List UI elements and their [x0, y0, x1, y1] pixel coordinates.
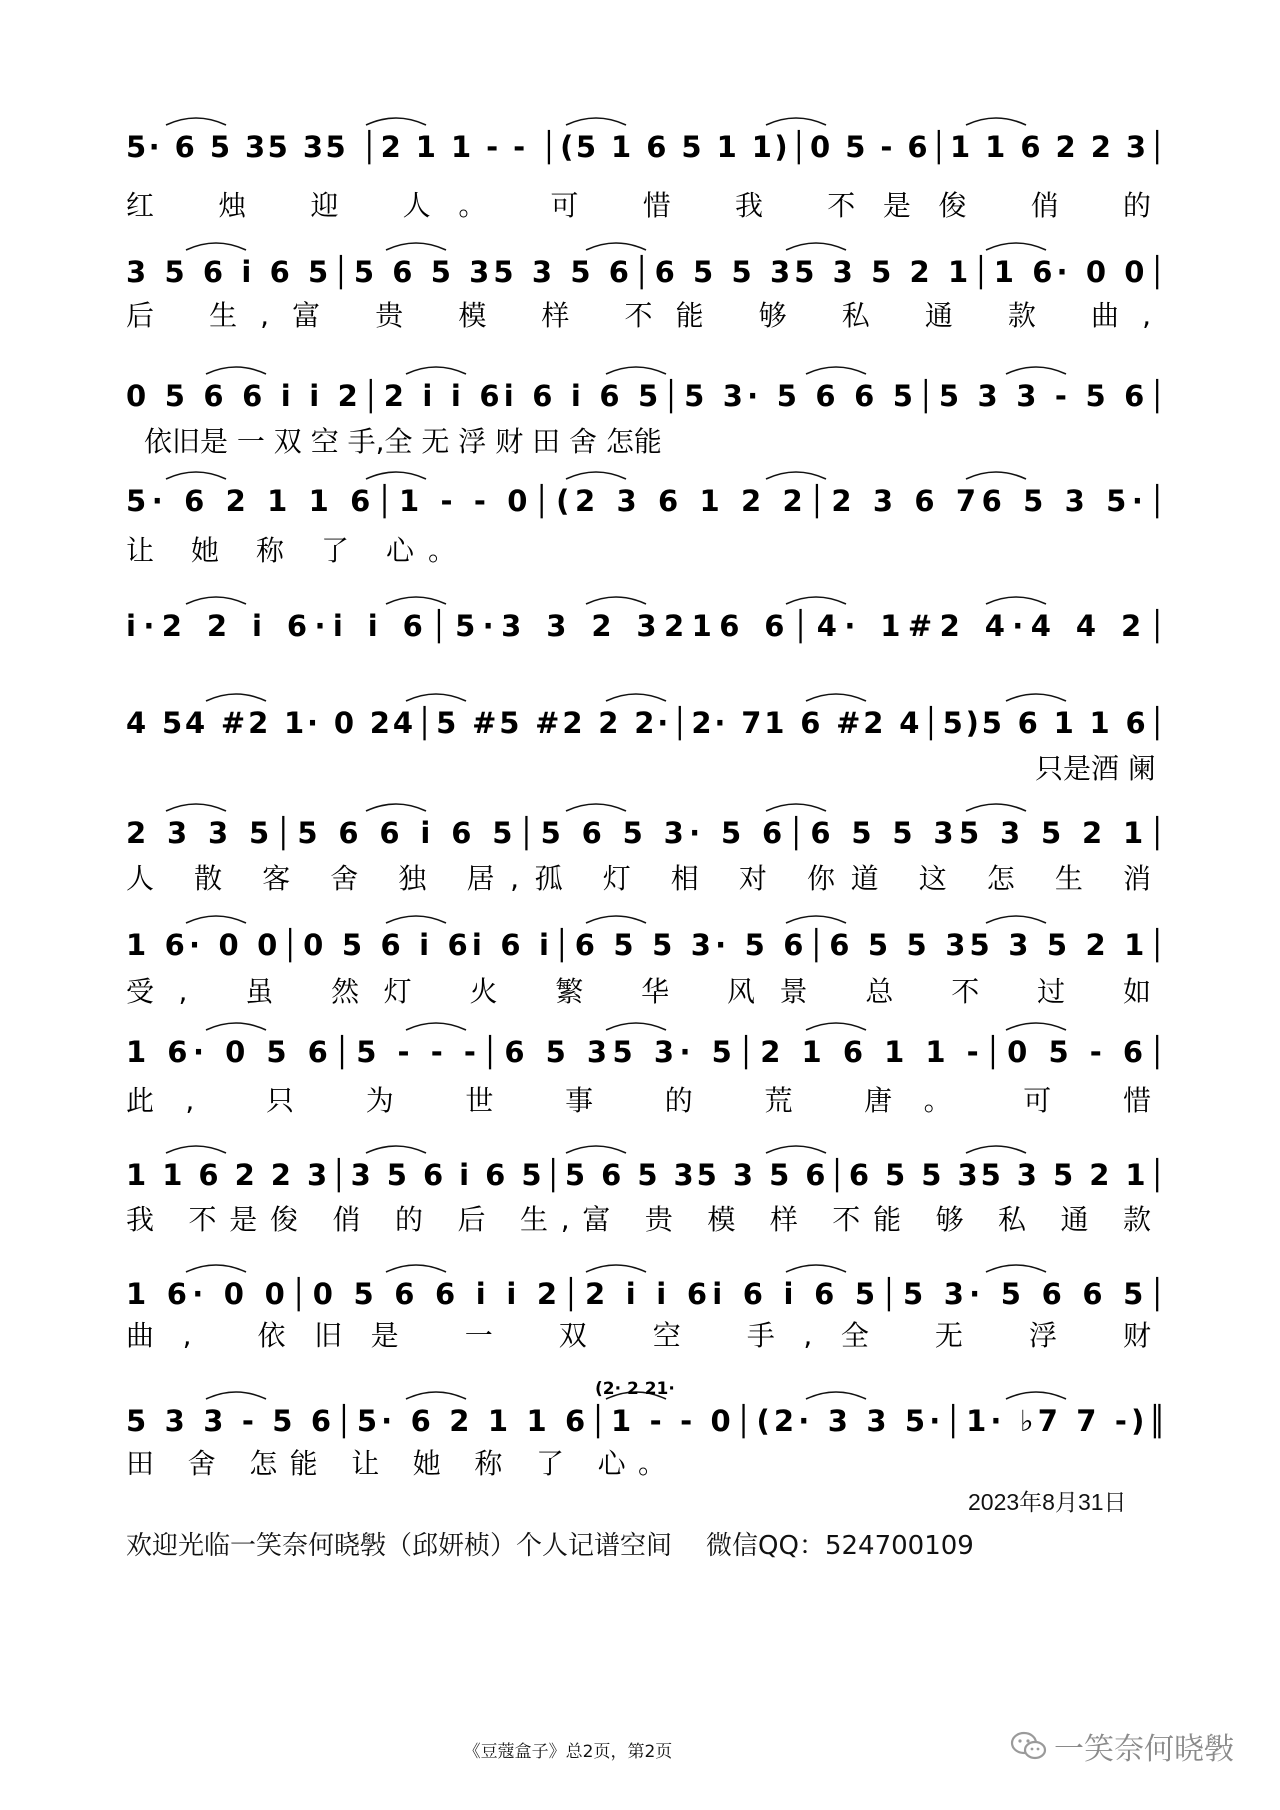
welcome-line: [126, 1525, 974, 1562]
lyrics-line: 只是酒 阑: [1035, 752, 1156, 785]
slur: [806, 1392, 866, 1399]
lyrics-line: 人 散 客 舍 独 居,孤 灯 相 对 你道 这 怎 生 消: [126, 862, 1151, 895]
slur: [606, 367, 666, 374]
slur: [406, 694, 466, 701]
slur-marks: [166, 472, 1026, 479]
slur-marks: [186, 916, 1046, 923]
slur: [966, 118, 1026, 125]
slur: [186, 916, 246, 923]
slur-marks: [166, 1146, 1026, 1153]
notation-line: 1 1 6 2 2 3│3 5 6 i 6 5│5 6 5 35 3 5 6│6 5 5 35 3 5 2 1│: [126, 1158, 1166, 1192]
slur: [166, 118, 226, 125]
slur: [566, 472, 626, 479]
slur-marks: [206, 694, 1066, 701]
slur: [986, 597, 1046, 604]
slur-marks: [186, 597, 1046, 604]
notation-line: 0 5 6 6 i i 2│2 i i 6i 6 i 6 5│5 3· 5 6 6 5│5 3 3 - 5 6│: [126, 379, 1166, 413]
slur: [566, 118, 626, 125]
slur: [606, 1023, 666, 1030]
lyrics-line: 此, 只 为 世 事 的 荒 唐。 可 惜: [126, 1084, 1151, 1117]
slur: [366, 1146, 426, 1153]
slur: [1006, 367, 1066, 374]
slur: [966, 472, 1026, 479]
slur: [986, 916, 1046, 923]
alt-ending: (2· 2 21·: [595, 1379, 675, 1399]
slur: [1006, 1023, 1066, 1030]
slur: [386, 916, 446, 923]
slur: [206, 694, 266, 701]
slur: [586, 916, 646, 923]
slur: [586, 1265, 646, 1272]
slur: [586, 597, 646, 604]
page-footer-text: 《豆蔻盒子》总2页，第2页: [463, 1742, 673, 1762]
slur: [806, 694, 866, 701]
slur: [986, 1265, 1046, 1272]
slur-marks: [186, 1265, 1046, 1272]
slur: [406, 367, 466, 374]
slur: [606, 694, 666, 701]
notation-line: 1 6· 0 5 6│5 - - -│6 5 35 3· 5│2 1 6 1 1 -│0 5 - 6│: [126, 1035, 1167, 1069]
slur: [766, 472, 826, 479]
lyrics-line: 受, 虽 然灯 火 繁 华 风景 总 不 过 如: [126, 975, 1151, 1008]
lyrics-line: 后 生,富 贵 模 样 不能 够 私 通 款 曲,: [126, 299, 1151, 332]
slur: [566, 1146, 626, 1153]
notation-line: 5· 6 2 1 1 6│1 - - 0│(2 3 6 1 2 2│2 3 6 76 5 3 5·│: [126, 484, 1166, 518]
slur: [1006, 694, 1066, 701]
slur: [986, 243, 1046, 250]
notation-line: 2 3 3 5│5 6 6 i 6 5│5 6 5 3· 5 6│6 5 5 35 3 5 2 1│: [126, 816, 1166, 850]
slur: [786, 1265, 846, 1272]
slur: [186, 243, 246, 250]
slur: [806, 367, 866, 374]
contact-text: 微信QQ：524700109: [706, 1531, 974, 1561]
slur-marks: [186, 243, 1046, 250]
slur: [586, 243, 646, 250]
wechat-icon: [1010, 1730, 1048, 1762]
watermark: [1010, 1724, 1234, 1768]
slur: [966, 1146, 1026, 1153]
slur: [786, 243, 846, 250]
lyrics-line: 田 舍 怎能 让 她 称 了 心。: [126, 1447, 666, 1480]
score-systems: [126, 118, 1166, 1480]
notation-line: 5 3 3 - 5 6│5· 6 2 1 1 6│1 - - 0│(2· 3 3 5·│1· ♭7 7 -)║: [126, 1404, 1166, 1438]
slur: [806, 1023, 866, 1030]
slur: [386, 1265, 446, 1272]
slur: [766, 804, 826, 811]
slur: [386, 597, 446, 604]
date-text: 2023年8月31日: [968, 1489, 1127, 1515]
slur: [166, 804, 226, 811]
lyrics-line: 曲, 依旧是 一 双 空 手,全 无 浮 财: [126, 1319, 1151, 1352]
slur: [786, 916, 846, 923]
notation-line: 1 6· 0 0│0 5 6 i 6i 6 i│6 5 5 3· 5 6│6 5 5 35 3 5 2 1│: [126, 928, 1166, 962]
slur: [366, 804, 426, 811]
lyrics-line: 我 不是俊 俏 的 后 生,富 贵 模 样 不能 够 私 通 款: [126, 1203, 1152, 1236]
slur: [406, 1392, 466, 1399]
slur: [206, 1023, 266, 1030]
notation-line: 4 54 #2 1· 0 24│5 #5 #2 2 2·│2· 71 6 #2 4│5)5 6 1 1 6│: [126, 706, 1166, 740]
slur: [786, 597, 846, 604]
slur: [186, 597, 246, 604]
lyrics-line: 红 烛 迎 人。 可 惜 我 不是俊 俏 的: [126, 189, 1151, 222]
slur: [766, 1146, 826, 1153]
slur-marks: [166, 118, 1026, 125]
lyrics-line: 让 她 称 了 心。: [126, 534, 456, 567]
slur: [406, 1023, 466, 1030]
slur: [966, 804, 1026, 811]
slur: [366, 472, 426, 479]
slur: [1006, 1392, 1066, 1399]
slur: [386, 243, 446, 250]
slur: [366, 118, 426, 125]
welcome-text: 欢迎光临一笑奈何晓斅（邱妍桢）个人记谱空间: [126, 1531, 673, 1561]
slur: [206, 367, 266, 374]
notation-line: 5· 6 5 35 35 │2 1 1 - - │(5 1 6 5 1 1)│0 5 - 6│1 1 6 2 2 3│: [126, 130, 1166, 164]
slur: [166, 472, 226, 479]
slur: [206, 1392, 266, 1399]
slur: [166, 1146, 226, 1153]
notation-line: 1 6· 0 0│0 5 6 6 i i 2│2 i i 6i 6 i 6 5│5 3· 5 6 6 5│: [126, 1277, 1166, 1311]
notation-line: i·2 2 i 6·i i 6│5·3 3 2 3216 6│4· 1#2 4·4 4 2│: [126, 609, 1166, 643]
lyrics-line: 依旧是 一 双 空 手,全 无 浮 财 田 舍 怎能: [144, 425, 662, 458]
notation-line: 3 5 6 i 6 5│5 6 5 35 3 5 6│6 5 5 35 3 5 2 1│1 6· 0 0│: [126, 255, 1166, 289]
slur-marks: [206, 1023, 1066, 1030]
slur: [766, 118, 826, 125]
slur-marks: [206, 367, 1066, 374]
watermark-text: 一笑奈何晓斅: [1054, 1732, 1234, 1767]
slur: [566, 804, 626, 811]
slur: [186, 1265, 246, 1272]
slur-marks: [166, 804, 1026, 811]
